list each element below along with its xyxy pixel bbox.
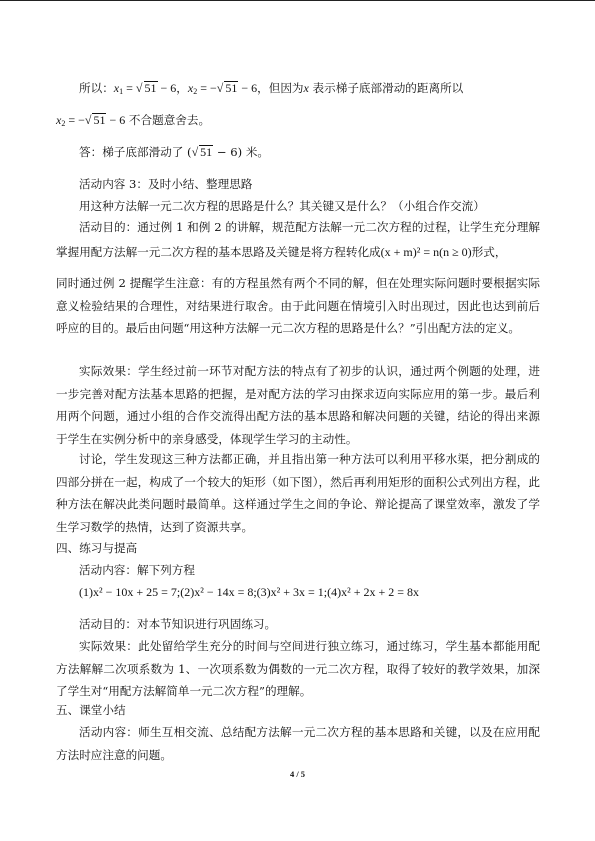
activity3-title: 活动内容 3：及时小结、整理思路 (79, 177, 253, 191)
solution-separator: ， (176, 81, 188, 95)
practice-effect: 实际效果：此处留给学生充分的时间与空间进行独立练习，通过练习，学生基本都能用配方法解解二次项系数为 1、一次项系数为偶数的一元二次方程，取得了较好的教学效果，加深了学生对“用配方法解简单一元二次方程”的理解。 (56, 639, 540, 698)
x2-equals: = − (197, 81, 217, 95)
answer-line: 答：梯子底部滑动了 (√ 51 − 6) 米。 (79, 145, 270, 159)
reject-root: 51 (93, 113, 106, 127)
section5-title: 五、课堂小结 (56, 703, 126, 717)
x2-subscript: 2 (193, 87, 198, 96)
reject-text: 不合题意舍去。 (125, 113, 211, 127)
effect-paragraph: 实际效果：学生经过前一环节对配方法的特点有了初步的认识，通过两个例题的处理，进一步完善对配方法基本思路的把握，是对配方法的学习由探求迈向实际应用的第一步。最后利用两个问题，通过小组的合作交流得出配方法的基本思路和解决问题的关键，结论的得出来源于学生在实例分析中的亲身感受，体现学生学习的主动性。 (56, 364, 540, 446)
x-variable: x (303, 81, 309, 95)
solution-intro: 所以： (79, 81, 114, 95)
purpose-text-b: 形式， (471, 245, 507, 259)
x1-subscript: 1 (119, 87, 124, 96)
practice-content: 活动内容：解下列方程 (79, 563, 195, 577)
solution-tail2: 表示梯子底部滑动的距离所以 (308, 81, 464, 95)
reject-minus: − 6 (106, 113, 126, 127)
reject-equals: = − (65, 113, 85, 127)
x1-minus: − 6 (157, 81, 177, 95)
section4-title: 四、练习与提高 (56, 541, 138, 555)
x1-equals: = (123, 81, 136, 95)
practice-purpose: 活动目的：对本节知识进行巩固练习。 (79, 617, 277, 631)
purpose-formula: (x + m)² = n(n ≥ 0) (380, 245, 472, 259)
solution-line: 所以：$x_1$ = √ 51 − 6，$x_2$ = −√ 51 − 6，但因为x 表示梯子底部滑动的距离所以 (79, 81, 464, 96)
x2-minus: − 6 (238, 81, 258, 95)
purpose-paragraph (56, 215, 540, 265)
answer-root: 51 (200, 145, 213, 159)
x1-variable: x (113, 81, 120, 95)
x2-variable: x (187, 81, 194, 95)
reject-subscript: 2 (61, 119, 66, 128)
practice-equations: (1)x² − 10x + 25 = 7;(2)x² − 14x = 8;(3)x² + 3x = 1;(4)x² + 2x + 2 = 8x (79, 585, 420, 599)
rejection-line: $x_2$ = −√ 51 − 6 不合题意舍去。 (56, 113, 211, 128)
answer-suffix: − 6) 米。 (213, 145, 270, 159)
purpose-continuation: 同时通过例 2 提醒学生注意：有的方程虽然有两个不同的解，但在处理实际问题时要根据实际意义检验结果的合理性，对结果进行取舍。由于此问题在情境引入时出现过，因此也达到前后呼应的目的。最后由问题“用这种方法解一元二次方程的思路是什么？”引出配方法的定义。 (56, 276, 540, 335)
summary-content: 活动内容：师生互相交流、总结配方法解一元二次方程的基本思路和关键，以及在应用配方法时应注意的问题。 (56, 725, 540, 762)
x2-root: 51 (225, 81, 238, 95)
discussion-paragraph: 讨论，学生发现这三种方法都正确，并且指出第一种方法可以利用平移水渠，把分割成的四部分拼在一起，构成了一个较大的矩形（如下图），然后再利用矩形的面积公式列出方程，此种方法在解决此类问题时最简单。这样通过学生之间的争论、辩论提高了课堂效率，激发了学生学习数学的热情，达到了资源共享。 (56, 452, 540, 534)
page-number: 4 / 5 (289, 769, 306, 779)
reject-variable: x (56, 113, 62, 127)
solution-tail: ，但因为 (257, 81, 304, 95)
x1-root: 51 (144, 81, 157, 95)
answer-prefix: 答：梯子底部滑动了 ( (79, 145, 192, 159)
purpose-text-a: 活动目的：通过例 1 和例 2 的讲解，规范配方法解一元二次方程的过程，让学生充分理解掌握用配方法解一元二次方程的基本思路及关键是将方程转化成 (56, 220, 540, 259)
activity3-question: 用这种方法解一元二次方程的思路是什么？其关键又是什么？（小组合作交流） (79, 199, 485, 213)
